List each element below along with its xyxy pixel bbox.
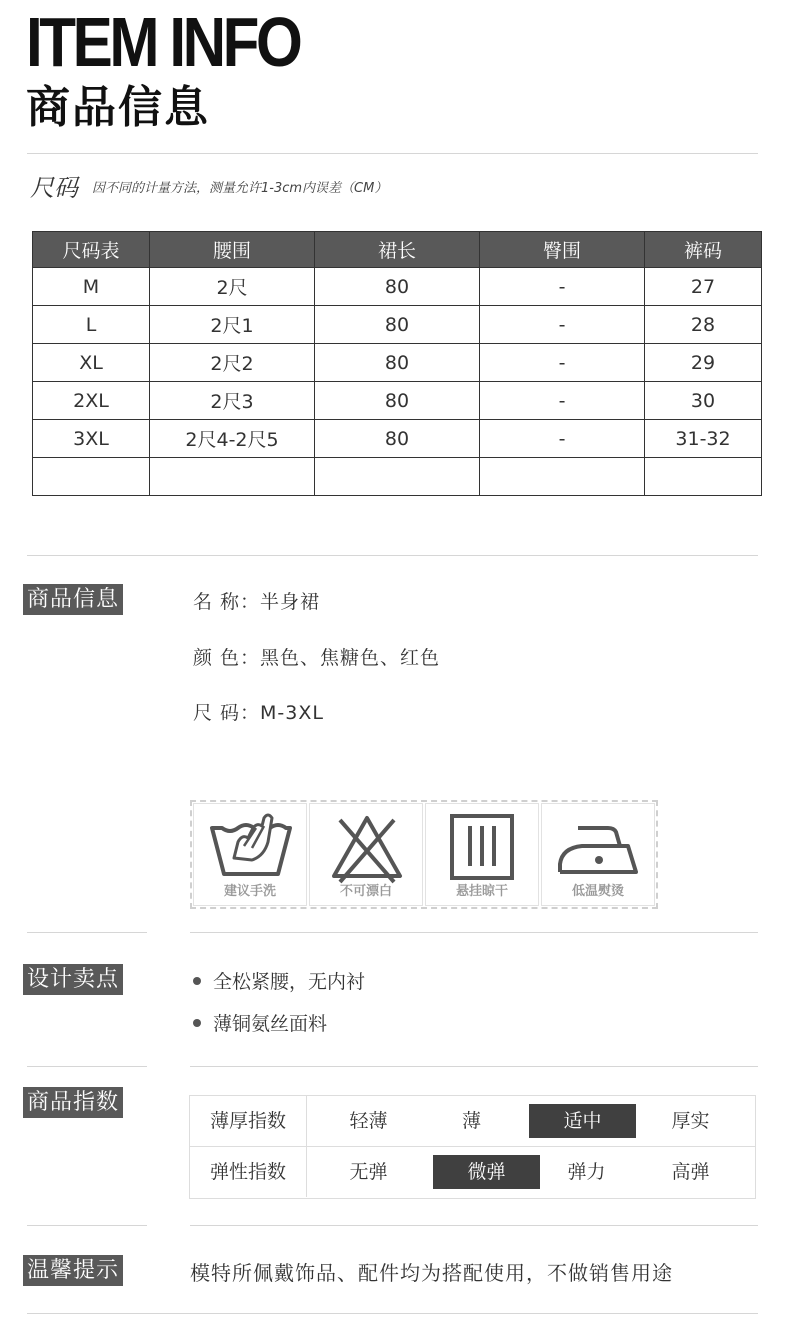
index-option: 无弹 [349,1161,388,1183]
table-cell: - [480,344,645,382]
table-row [33,306,762,344]
table-cell: 2XL [33,382,150,420]
no-bleach-icon [324,812,410,884]
care-instructions [190,800,658,909]
hand-wash-icon [208,812,294,884]
table-cell: - [480,420,645,458]
table-cell: 28 [645,306,762,344]
design-point-text: 薄铜氨丝面料 [213,1013,328,1035]
table-cell: - [480,306,645,344]
design-tag: 设计卖点 [23,964,123,995]
table-cell: 27 [645,268,762,306]
table-cell: 80 [315,306,480,344]
table-cell: 3XL [33,420,150,458]
tips-text: 模特所佩戴饰品、配件均为搭配使用，不做销售用途 [190,1261,673,1285]
size-label: 尺码 [30,174,78,202]
index-option: 高弹 [671,1161,710,1183]
table-cell: 31-32 [645,420,762,458]
index-option-selected: 微弹 [433,1155,540,1189]
divider [27,1225,147,1226]
table-cell: 2尺 [150,268,315,306]
table-cell: 2尺3 [150,382,315,420]
low-iron-icon [556,812,642,884]
care-label: 悬挂晾干 [455,884,508,899]
table-cell [150,458,315,496]
index-option-selected: 适中 [529,1104,636,1138]
table-cell [33,458,150,496]
bullet-dot [193,977,201,985]
table-cell: 29 [645,344,762,382]
thickness-row [190,1096,755,1147]
table-cell [645,458,762,496]
divider [27,1066,147,1067]
design-point-text: 全松紧腰，无内衬 [213,971,366,993]
design-point [193,967,365,994]
column-header: 尺码表 [33,232,150,268]
care-item-no-bleach [309,803,423,906]
care-item-hand-wash [193,803,307,906]
product-colors: 颜 色：黑色、焦糖色、红色 [193,647,441,669]
product-name: 名 称：半身裙 [193,591,321,613]
thickness-label: 薄厚指数 [190,1096,307,1146]
divider [27,153,758,154]
product-index-table [189,1095,756,1199]
table-cell [315,458,480,496]
hang-dry-icon [440,812,526,884]
elasticity-label: 弹性指数 [190,1147,307,1197]
table-cell: 80 [315,382,480,420]
size-note: 因不同的计量方法，测量允许1-3cm内误差（CM） [92,181,388,196]
table-row [33,420,762,458]
index-option: 轻薄 [349,1110,388,1132]
design-point [193,1009,327,1036]
column-header: 裤码 [645,232,762,268]
table-cell: 80 [315,268,480,306]
care-label: 不可漂白 [339,884,392,899]
table-cell: 2尺4-2尺5 [150,420,315,458]
index-tag: 商品指数 [23,1087,123,1118]
divider [27,932,147,933]
table-row [33,268,762,306]
table-row [33,344,762,382]
table-cell: M [33,268,150,306]
size-table-header [33,232,762,268]
size-table [32,231,762,496]
table-cell: 80 [315,420,480,458]
divider [27,1313,758,1314]
table-cell: 2尺1 [150,306,315,344]
elasticity-row [190,1147,755,1197]
divider [190,932,758,933]
column-header: 腰围 [150,232,315,268]
table-cell: - [480,382,645,420]
tips-tag: 温馨提示 [23,1255,123,1286]
index-option: 弹力 [567,1161,606,1183]
index-option: 厚实 [671,1110,710,1132]
column-header: 裙长 [315,232,480,268]
product-sizes: 尺 码：M-3XL [193,702,324,724]
title-chinese: 商品信息 [26,82,210,133]
divider [190,1225,758,1226]
table-cell [480,458,645,496]
table-cell: 80 [315,344,480,382]
divider [190,1066,758,1067]
bullet-dot [193,1019,201,1027]
divider [27,555,758,556]
title-english: ITEM INFO [26,3,300,81]
table-cell: 30 [645,382,762,420]
care-item-hang-dry [425,803,539,906]
table-row [33,382,762,420]
care-label: 建议手洗 [223,884,276,899]
care-item-low-iron [541,803,655,906]
table-cell: - [480,268,645,306]
table-cell: 2尺2 [150,344,315,382]
table-cell: L [33,306,150,344]
index-option: 薄 [461,1110,481,1132]
table-row [33,458,762,496]
product-info-tag: 商品信息 [23,584,123,615]
table-cell: XL [33,344,150,382]
column-header: 臀围 [480,232,645,268]
care-label: 低温熨烫 [571,884,624,899]
